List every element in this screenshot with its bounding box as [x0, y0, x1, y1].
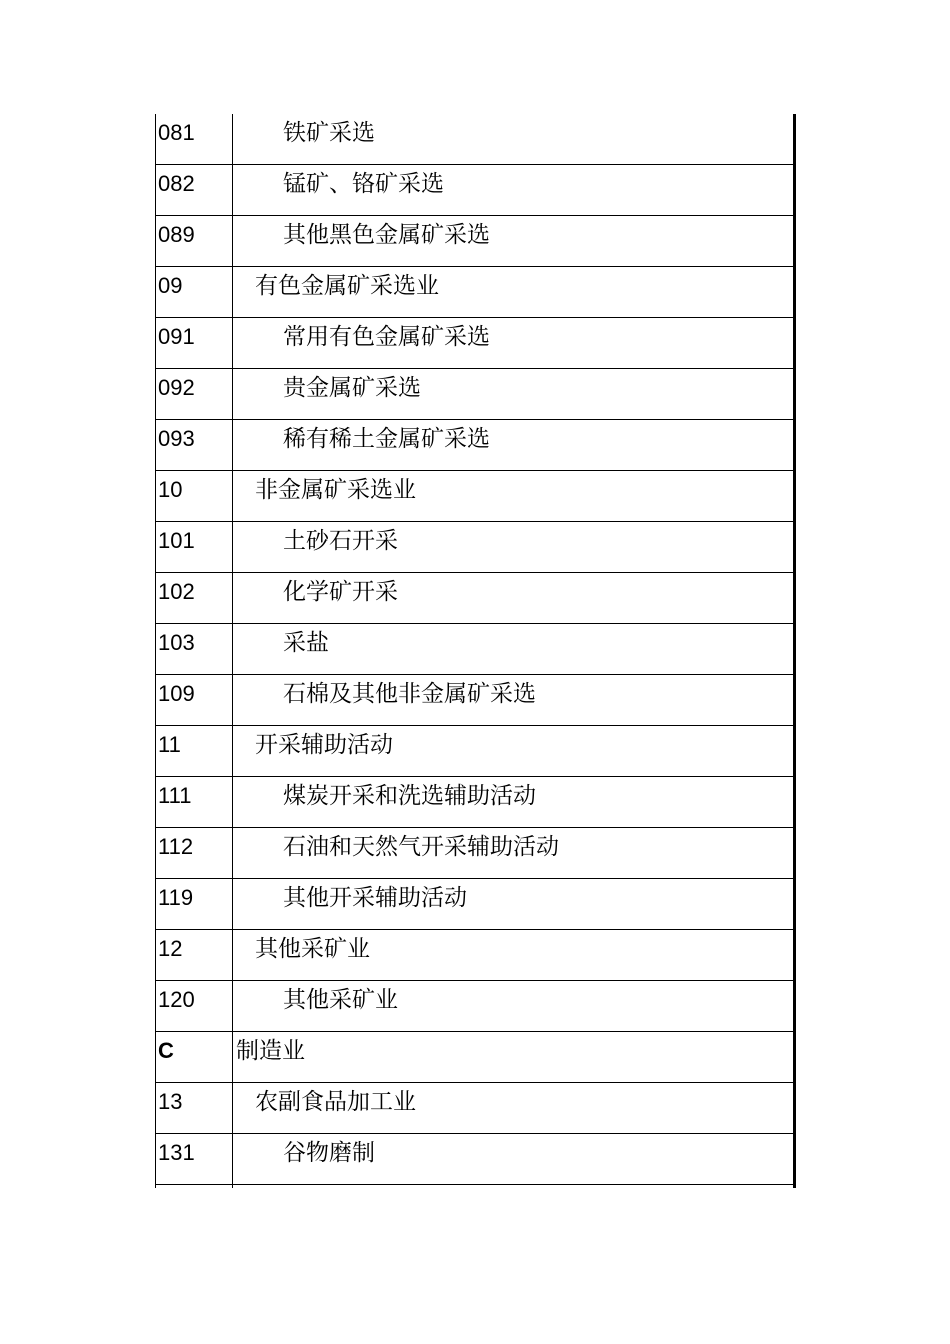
table-row: [155, 1032, 796, 1083]
row-code: 109: [158, 681, 195, 706]
table-row: [155, 624, 796, 675]
table-row: [155, 1083, 796, 1134]
table-row: [155, 522, 796, 573]
row-name: 其他采矿业: [283, 987, 398, 1013]
table-row: [155, 675, 796, 726]
row-code: 091: [158, 324, 195, 349]
row-code: 093: [158, 426, 195, 451]
row-code: 12: [158, 936, 183, 961]
row-code: 112: [158, 834, 194, 859]
row-name: 开采辅助活动: [255, 732, 393, 758]
row-name: 非金属矿采选业: [255, 477, 416, 503]
table-row: [155, 471, 796, 522]
row-code: 120: [158, 987, 195, 1012]
row-code: 10: [158, 477, 183, 502]
table-row: [155, 165, 796, 216]
row-code: 092: [158, 375, 195, 400]
row-code: 081: [158, 120, 195, 145]
table-row: [155, 114, 796, 165]
row-name: 土砂石开采: [283, 528, 398, 554]
row-name: 常用有色金属矿采选: [283, 324, 490, 350]
row-code: 101: [158, 528, 195, 553]
table-row: [155, 369, 796, 420]
row-name: 石棉及其他非金属矿采选: [283, 681, 536, 707]
table-row: [155, 573, 796, 624]
row-code: 09: [158, 273, 183, 298]
table-row: [155, 981, 796, 1032]
row-code: 131: [158, 1140, 195, 1165]
row-code: 103: [158, 630, 195, 655]
table-row: [155, 828, 796, 879]
row-name: 农副食品加工业: [255, 1089, 416, 1115]
row-name: 采盐: [283, 630, 329, 656]
industry-classification-table: [155, 114, 796, 1185]
row-code: 13: [158, 1089, 183, 1114]
row-name: 铁矿采选: [283, 120, 375, 146]
row-name: 其他开采辅助活动: [283, 885, 467, 911]
table-row: [155, 216, 796, 267]
row-name: 石油和天然气开采辅助活动: [283, 834, 559, 860]
row-name: 稀有稀土金属矿采选: [283, 426, 490, 452]
row-name: 其他采矿业: [255, 936, 370, 962]
row-code: 089: [158, 222, 195, 247]
row-name: 贵金属矿采选: [283, 375, 421, 401]
row-name: 化学矿开采: [283, 579, 398, 605]
row-name: 煤炭开采和洗选辅助活动: [283, 783, 536, 809]
row-name: 制造业: [236, 1038, 305, 1064]
row-name: 其他黑色金属矿采选: [283, 222, 490, 248]
table-row: [155, 1134, 796, 1185]
row-code: 102: [158, 579, 195, 604]
table-row: [155, 930, 796, 981]
row-code: C: [158, 1038, 174, 1063]
row-name: 有色金属矿采选业: [255, 273, 439, 299]
table-row: [155, 726, 796, 777]
row-code: 11: [158, 732, 181, 757]
table-row: [155, 879, 796, 930]
table-row: [155, 318, 796, 369]
table-row: [155, 777, 796, 828]
row-code: 119: [158, 885, 194, 910]
table-row: [155, 420, 796, 471]
row-code: 082: [158, 171, 195, 196]
row-code: 111: [158, 783, 192, 808]
table-row: [155, 267, 796, 318]
row-name: 谷物磨制: [283, 1140, 375, 1166]
row-name: 锰矿、铬矿采选: [283, 171, 444, 197]
